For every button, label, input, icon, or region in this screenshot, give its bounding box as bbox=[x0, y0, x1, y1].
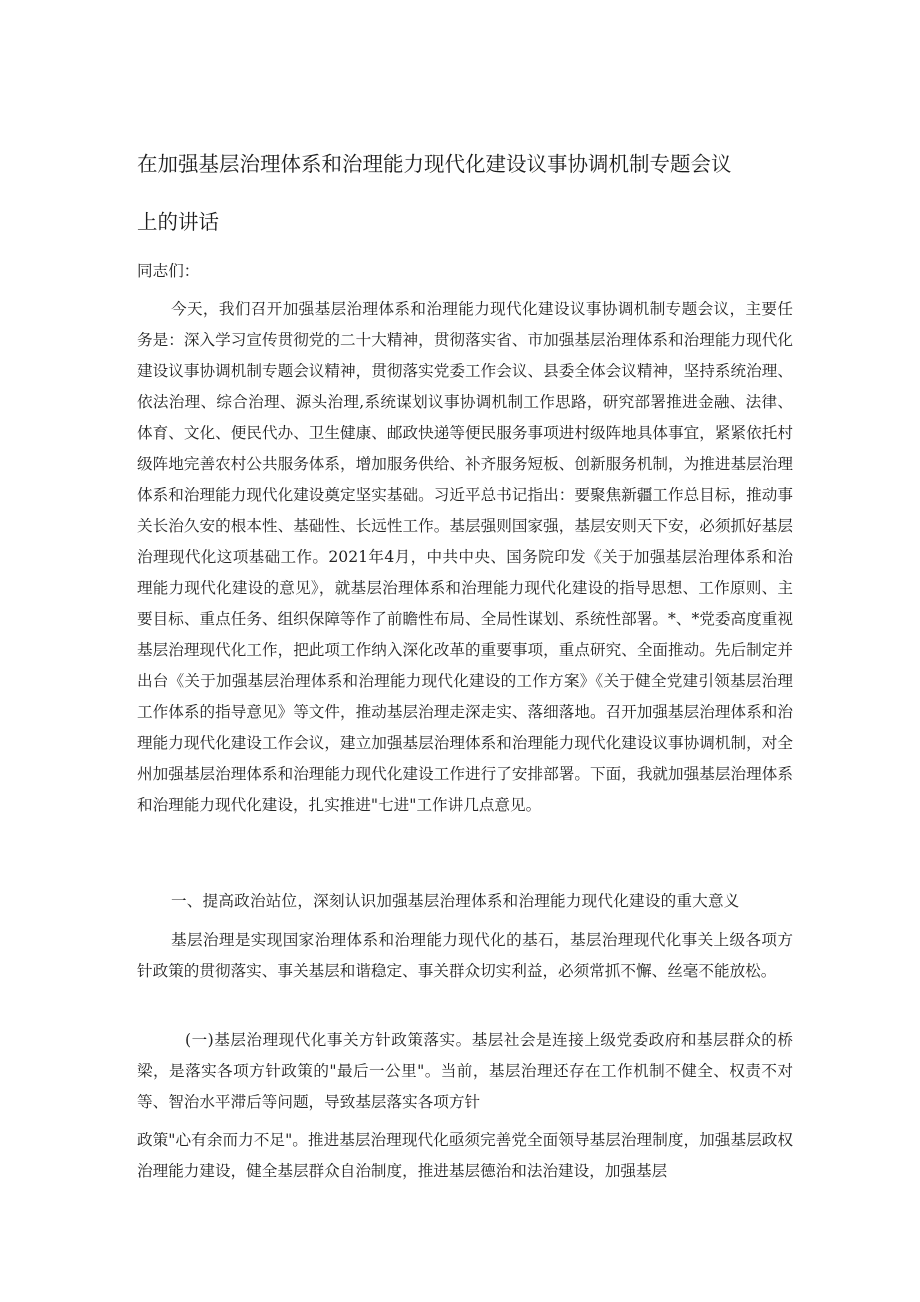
document-title-line1: 在加强基层治理体系和治理能力现代化建设议事协调机制专题会议 bbox=[137, 152, 732, 176]
salutation: 同志们： bbox=[137, 262, 200, 280]
document-title-line2: 上的讲话 bbox=[137, 210, 219, 234]
section-heading-1: 一、提高政治站位，深刻认识加强基层治理体系和治理能力现代化建设的重大意义 bbox=[171, 892, 740, 910]
paragraph-section1: 基层治理是实现国家治理体系和治理能力现代化的基石，基层治理现代化事关上级各项方针政策的贯彻落实、事关基层和谐稳定、事关群众切实利益，必须常抓不懈、丝毫不能放松。 bbox=[137, 931, 793, 980]
paragraph-intro: 今天，我们召开加强基层治理体系和治理能力现代化建设议事协调机制专题会议，主要任务是：深入学习宣传贯彻党的二十大精神，贯彻落实省、市加强基层治理体系和治理能力现代化建设议事协调机制专题会议精神，贯彻落实党委工作会议、县委全体会议精神，坚持系统治理、依法治理、综合治理、源头治理,系统谋划议事协调机制工作思路，研究部署推进金融、法律、体育、文化、便民代办、卫生健康、邮政快递等便民服务事项进村级阵地具体事宜，紧紧依托村级阵地完善农村公共服务体系，增加服务供给、补齐服务短板、创新服务机制，为推进基层治理体系和治理能力现代化建设奠定坚实基础。习近平总书记指出：要聚焦新疆工作总目标，推动事关长治久安的根本性、基础性、长远性工作。基层强则国家强，基层安则天下安，必须抓好基层治理现代化这项基础工作。2021年4月，中共中央、国务院印发《关于加强基层治理体系和治理能力现代化建设的意见》，就基层治理体系和治理能力现代化建设的指导思想、工作原则、主要目标、重点任务、组织保障等作了前瞻性布局、全局性谋划、系统性部署。*、*党委高度重视基层治理现代化工作，把此项工作纳入深化改革的重要事项，重点研究、全面推动。先后制定并出台《关于加强基层治理体系和治理能力现代化建设的工作方案》《关于健全党建引领基层治理工作体系的指导意见》等文件，推动基层治理走深走实、落细落地。召开加强基层治理体系和治理能力现代化建设工作会议，建立加强基层治理体系和治理能力现代化建设议事协调机制，对全州加强基层治理体系和治理能力现代化建设工作进行了安排部署。下面，我就加强基层治理体系和治理能力现代化建设，扎实推进"七进"工作讲几点意见。 bbox=[137, 300, 793, 814]
paragraph-continuation: 政策"心有余而力不足"。推进基层治理现代化亟须完善党全面领导基层治理制度，加强基层政权治理能力建设，健全基层群众自治制度，推进基层德治和法治建设，加强基层 bbox=[137, 1131, 793, 1180]
paragraph-subsection1: (一)基层治理现代化事关方针政策落实。基层社会是连接上级党委政府和基层群众的桥梁，是落实各项方针政策的"最后一公里"。当前，基层治理还存在工作机制不健全、权责不对等、智治水平滞后等问题，导致基层落实各项方针 bbox=[137, 1031, 793, 1111]
